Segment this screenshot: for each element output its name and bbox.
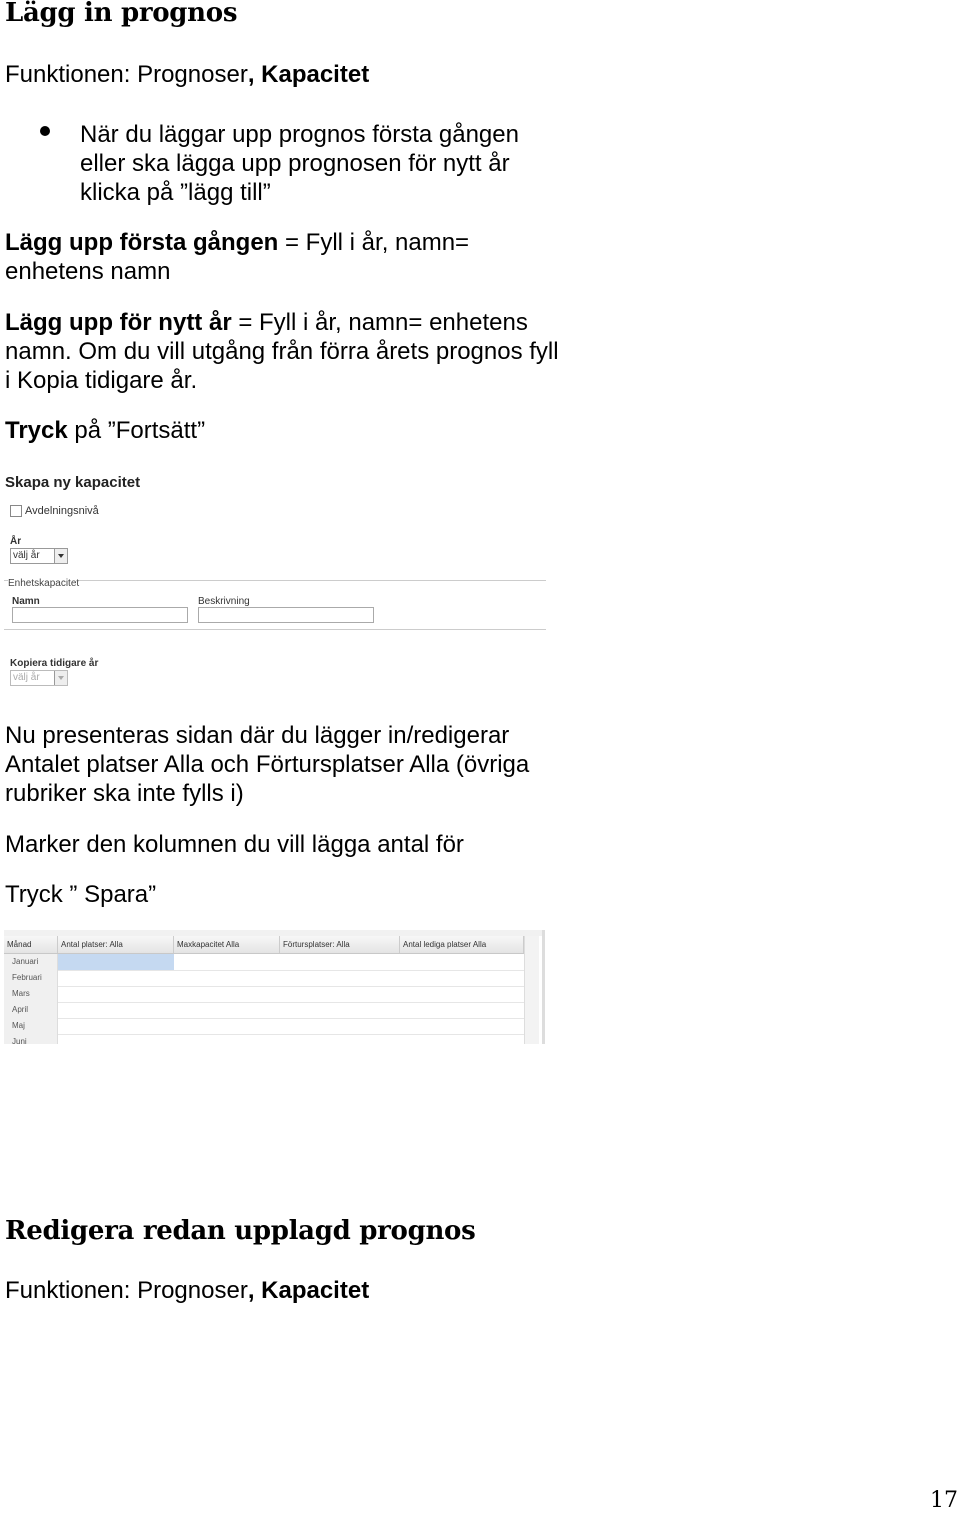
description-input[interactable]	[198, 607, 374, 623]
grid-header-cell[interactable]: Månad	[4, 936, 58, 953]
department-level-checkbox[interactable]	[10, 505, 22, 517]
copy-year-select[interactable]: välj år	[10, 670, 68, 686]
grid-row[interactable]: Mars	[4, 986, 524, 1003]
page-number: 17	[930, 1488, 958, 1513]
section-heading-add-forecast: Lägg in prognos	[5, 0, 238, 28]
grid-header-cell[interactable]: Antal lediga platser Alla	[400, 936, 524, 953]
grid-header-cell[interactable]: Maxkapacitet Alla	[174, 936, 280, 953]
paragraph-press-continue: Tryck på ”Fortsätt”	[5, 417, 206, 444]
name-label: Namn	[12, 596, 40, 607]
department-level-label: Avdelningsnivå	[25, 505, 99, 517]
form-title: Skapa ny kapacitet	[5, 474, 141, 491]
grid-row[interactable]: Januari	[4, 954, 524, 971]
unit-capacity-legend: Enhetskapacitet	[8, 578, 80, 589]
section-heading-edit-forecast: Redigera redan upplagd prognos	[5, 1216, 476, 1246]
grid-row[interactable]: Juni	[4, 1034, 524, 1044]
grid-header-cell[interactable]: Antal platser: Alla	[58, 936, 174, 953]
paragraph-presented-page: Nu presenteras sidan där du lägger in/redigerar Antalet platser Alla och Förtursplatser Alla (övriga rubriker ska inte fylls i)	[5, 722, 530, 807]
grid-row[interactable]: Februari	[4, 970, 524, 987]
paragraph-first-time: Lägg upp första gången = Fyll i år, namn= enhetens namn	[5, 229, 470, 285]
create-capacity-form-screenshot	[4, 470, 548, 690]
description-label: Beskrivning	[198, 596, 250, 607]
function-line-2: Funktionen: Prognoser, Kapacitet	[5, 1277, 370, 1304]
selected-cell[interactable]	[58, 954, 174, 970]
capacity-grid-screenshot	[4, 930, 545, 1044]
year-label: År	[10, 536, 22, 547]
paragraph-mark-column: Marker den kolumnen du vill lägga antal för	[5, 831, 464, 858]
chevron-down-icon	[54, 549, 67, 563]
grid-scrollbar[interactable]	[524, 936, 539, 1044]
name-input[interactable]	[12, 607, 188, 623]
year-select[interactable]: välj år	[10, 548, 68, 564]
grid-header-cell[interactable]: Förtursplatser: Alla	[280, 936, 400, 953]
function-line: Funktionen: Prognoser, Kapacitet	[5, 61, 370, 88]
paragraph-press-save: Tryck ” Spara”	[5, 881, 157, 908]
chevron-down-icon	[54, 671, 67, 685]
copy-previous-year-label: Kopiera tidigare år	[10, 658, 99, 669]
bullet-text: När du läggar upp prognos första gången eller ska lägga upp prognosen för nytt år klicka på ”lägg till”	[80, 121, 519, 206]
grid-row[interactable]: Maj	[4, 1018, 524, 1035]
grid-header	[4, 936, 524, 954]
paragraph-new-year: Lägg upp för nytt år = Fyll i år, namn= enhetens namn. Om du vill utgång från förra årets prognos fyll i Kopia tidigare år.	[5, 309, 559, 394]
bullet-icon	[40, 126, 50, 136]
grid-row[interactable]: April	[4, 1002, 524, 1019]
